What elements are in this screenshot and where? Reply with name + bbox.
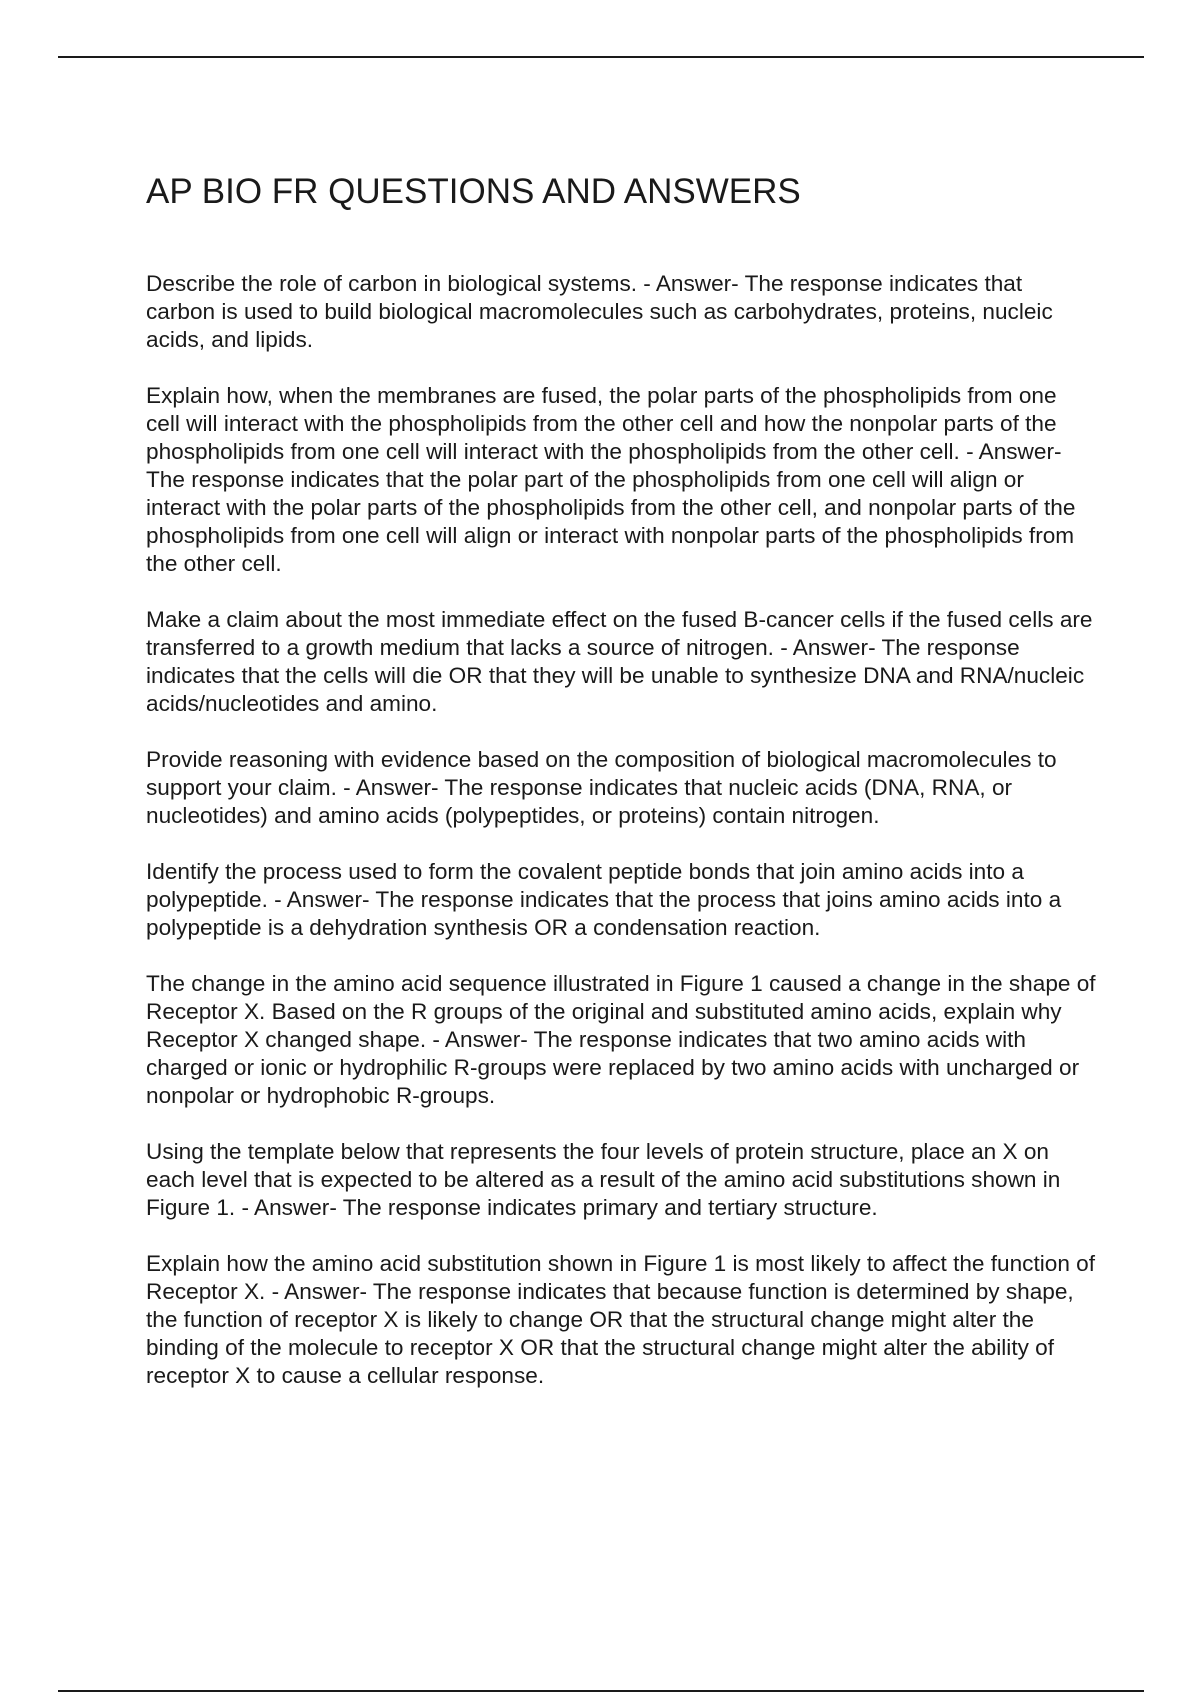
footer-rule (58, 1690, 1144, 1692)
qa-item: Identify the process used to form the covalent peptide bonds that join amino acids into a polypeptide. - Answer- The response indicates that the process that joins amino acids into a polypeptide is a dehydration synthesis OR a condensation reaction. (146, 859, 1062, 940)
page-title: AP BIO FR QUESTIONS AND ANSWERS (146, 172, 801, 211)
qa-item: The change in the amino acid sequence illustrated in Figure 1 caused a change in the shape of Receptor X. Based on the R groups of the original and substituted amino acids, explain why Receptor X changed shape. - Answer- The response indicates that two amino acids with charged or ionic or hydrophilic R-groups were replaced by two amino acids with uncharged or nonpolar or hydrophobic R-groups. (146, 971, 1096, 1108)
header-rule (58, 56, 1144, 58)
qa-item: Using the template below that represents the four levels of protein structure, place an X on each level that is expected to be altered as a result of the amino acid substitutions shown in Figure 1. - Answer- The response indicates primary and tertiary structure. (146, 1139, 1061, 1220)
qa-item: Explain how the amino acid substitution shown in Figure 1 is most likely to affect the function of Receptor X. - Answer- The response indicates that because function is determined by shape, the function of receptor X is likely to change OR that the structural change might alter the binding of the molecule to receptor X OR that the structural change might alter the ability of receptor X to cause a cellular response. (146, 1251, 1096, 1388)
qa-item: Describe the role of carbon in biological systems. - Answer- The response indicates that carbon is used to build biological macromolecules such as carbohydrates, proteins, nucleic acids, and lipids. (146, 271, 1053, 352)
qa-list (146, 270, 1096, 1418)
qa-item: Explain how, when the membranes are fused, the polar parts of the phospholipids from one cell will interact with the phospholipids from the other cell and how the nonpolar parts of the phospholipids from one cell will interact with the phospholipids from the other cell. - Answer- The response indicates that the polar part of the phospholipids from one cell will align or interact with the polar parts of the phospholipids from the other cell, and nonpolar parts of the phospholipids from one cell will align or interact with nonpolar parts of the phospholipids from the other cell. (146, 383, 1076, 576)
qa-item: Provide reasoning with evidence based on the composition of biological macromolecules to support your claim. - Answer- The response indicates that nucleic acids (DNA, RNA, or nucleotides) and amino acids (polypeptides, or proteins) contain nitrogen. (146, 747, 1057, 828)
qa-item: Make a claim about the most immediate effect on the fused B-cancer cells if the fused cells are transferred to a growth medium that lacks a source of nitrogen. - Answer- The response indicates that the cells will die OR that they will be unable to synthesize DNA and RNA/nucleic acids/nucleotides and amino. (146, 607, 1093, 716)
